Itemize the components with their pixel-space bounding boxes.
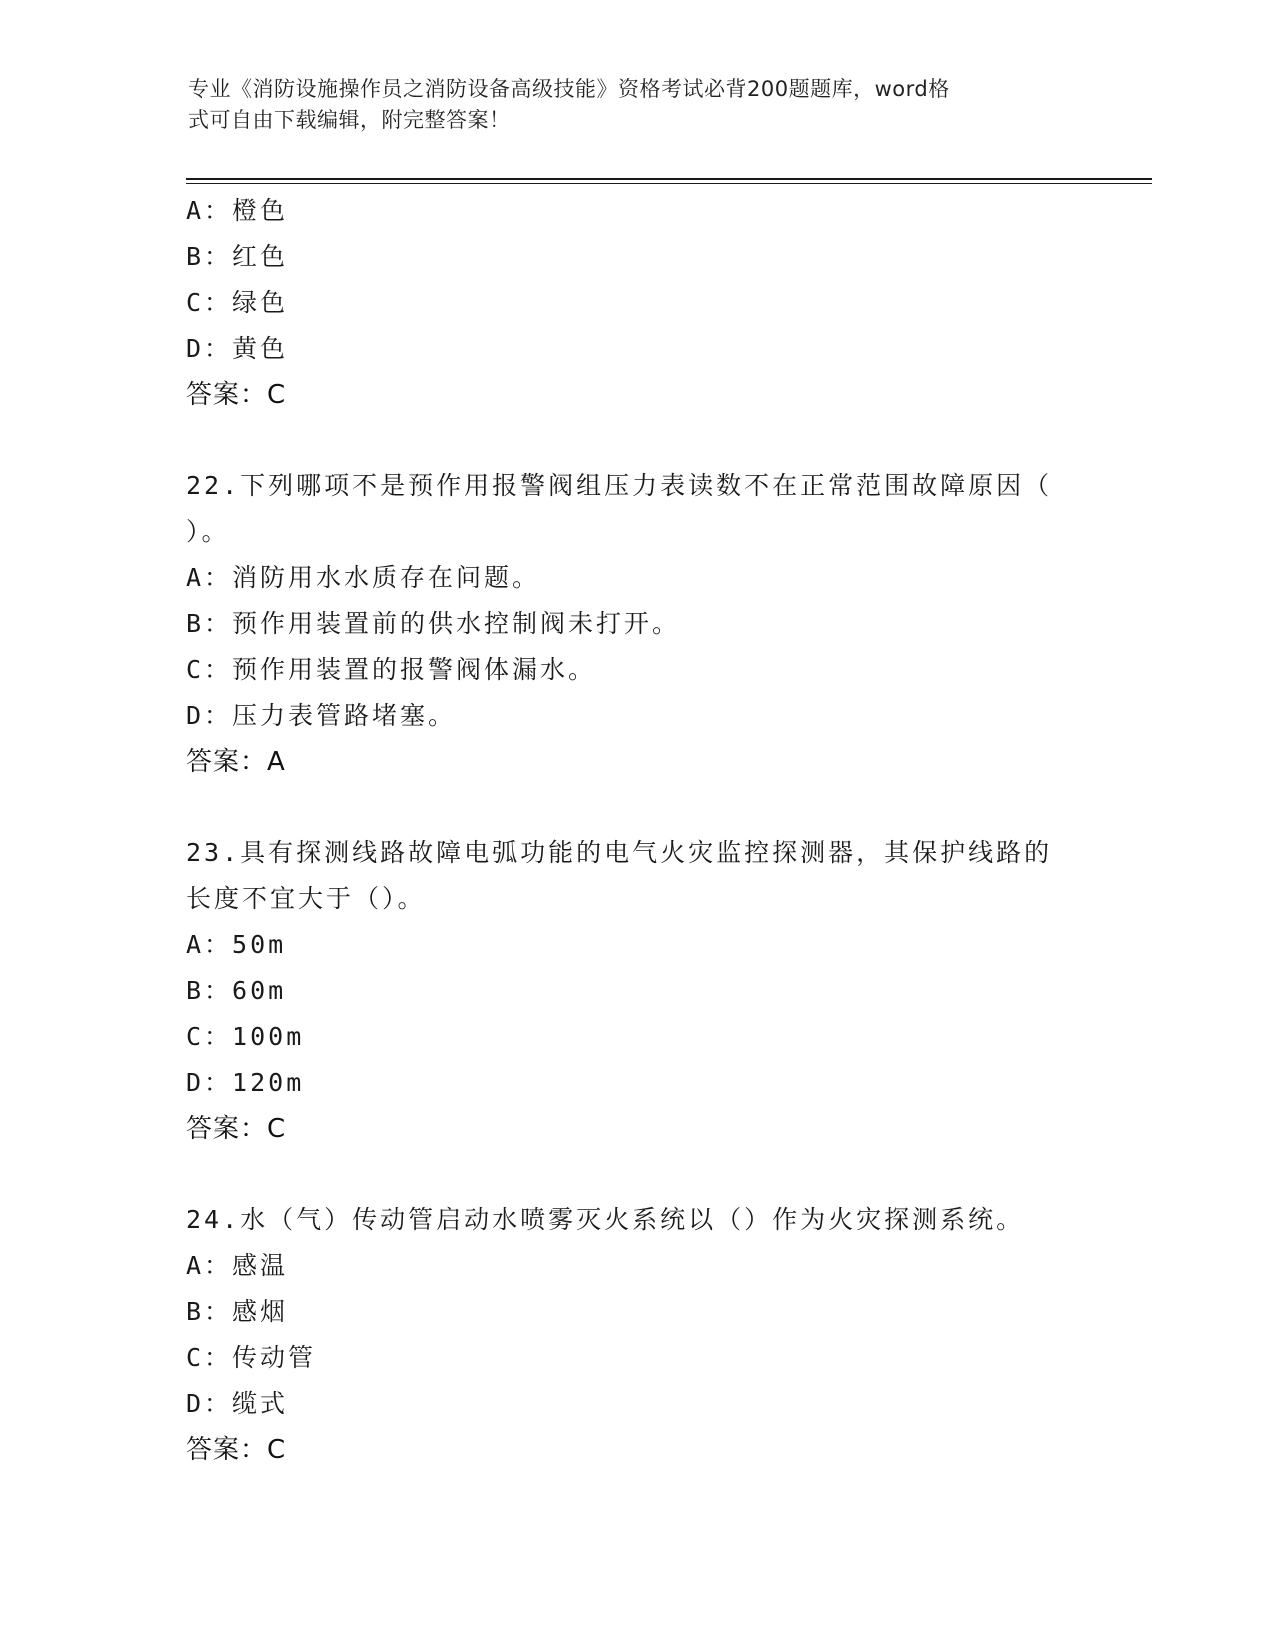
option-a: A：感温	[186, 1251, 289, 1280]
answer: 答案：C	[186, 1435, 287, 1465]
question-text-line-1: 24.水（气）传动管启动水喷雾灭火系统以（）作为火灾探测系统。	[186, 1205, 1025, 1234]
header-rule-thin	[186, 183, 1152, 184]
question-text-line-2: ）。	[186, 517, 230, 546]
question-list	[186, 188, 1086, 1473]
option-c: C：传动管	[186, 1343, 317, 1372]
question-23	[186, 830, 1086, 1152]
question-21	[186, 188, 1086, 418]
header-line-2: 式可自由下载编辑，附完整答案！	[188, 108, 511, 132]
spacer	[186, 785, 1086, 830]
question-text-line-1: 23.具有探测线路故障电弧功能的电气火灾监控探测器，其保护线路的	[186, 838, 1053, 867]
option-c: C：绿色	[186, 288, 289, 317]
answer: 答案：C	[186, 380, 287, 410]
question-text-line-1: 22.下列哪项不是预作用报警阀组压力表读数不在正常范围故障原因（	[186, 471, 1053, 500]
document-header	[188, 74, 1068, 136]
question-24	[186, 1197, 1086, 1473]
option-d: D：黄色	[186, 334, 289, 363]
option-b: B：60m	[186, 976, 287, 1005]
option-d: D：压力表管路堵塞。	[186, 701, 457, 730]
option-a: A：橙色	[186, 196, 289, 225]
option-d: D：缆式	[186, 1389, 289, 1418]
answer: 答案：A	[186, 747, 286, 777]
answer: 答案：C	[186, 1114, 287, 1144]
option-c: C：预作用装置的报警阀体漏水。	[186, 655, 597, 684]
option-c: C：100m	[186, 1022, 305, 1051]
header-line-1: 专业《消防设施操作员之消防设备高级技能》资格考试必背200题题库，word格	[188, 77, 950, 101]
option-b: B：预作用装置前的供水控制阀未打开。	[186, 609, 681, 638]
question-22	[186, 463, 1086, 785]
option-a: A：50m	[186, 930, 287, 959]
spacer	[186, 418, 1086, 463]
option-d: D：120m	[186, 1068, 305, 1097]
option-a: A：消防用水水质存在问题。	[186, 563, 541, 592]
option-b: B：红色	[186, 242, 289, 271]
spacer	[186, 1152, 1086, 1197]
header-rule-thick	[186, 178, 1152, 180]
option-b: B：感烟	[186, 1297, 289, 1326]
question-text-line-2: 长度不宜大于（）。	[186, 884, 426, 913]
